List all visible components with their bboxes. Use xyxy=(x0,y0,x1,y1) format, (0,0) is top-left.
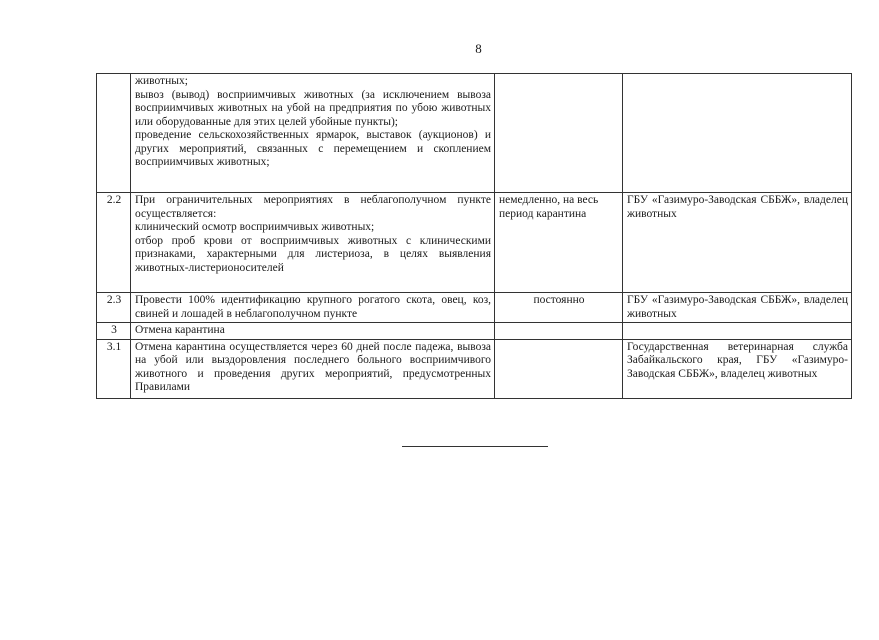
table-row xyxy=(97,323,852,340)
responsible-cell: ГБУ «Газимуро-Заводская СББЖ», владелец животных xyxy=(623,193,852,293)
measure-line: проведение сельскохозяйственных ярмарок, выставок (аукционов) и других мероприятий, связанных с перемещением и скоплением восприимчивых животных; xyxy=(135,129,491,168)
row-number: 3 xyxy=(97,323,131,340)
responsible-cell: ГБУ «Газимуро-Заводская СББЖ», владелец животных xyxy=(623,293,852,323)
row-number: 3.1 xyxy=(97,339,131,398)
responsible-cell xyxy=(623,323,852,340)
page-number: 8 xyxy=(475,41,482,56)
measure-line: клинический осмотр восприимчивых животных; xyxy=(135,221,375,233)
measure-cell xyxy=(131,323,495,340)
measure-line: животных; xyxy=(135,75,188,87)
measure-cell xyxy=(131,74,495,193)
measure-line: Отмена карантина осуществляется через 60 дней после падежа, вывоза на убой или выздоровления последнего больного восприимчивого животного и проведения других мероприятий, предусмотренных Правилами xyxy=(135,340,491,393)
table-row xyxy=(97,74,852,193)
term-cell xyxy=(495,339,623,398)
closing-rule xyxy=(402,446,548,447)
row-number: 2.3 xyxy=(97,293,131,323)
measure-cell xyxy=(131,293,495,323)
measures-table xyxy=(96,73,852,399)
table-row xyxy=(97,193,852,293)
term-cell: постоянно xyxy=(495,293,623,323)
term-cell xyxy=(495,323,623,340)
measure-cell xyxy=(131,339,495,398)
measure-line: Провести 100% идентификацию крупного рогатого скота, овец, коз, свиней и лошадей в неблагополучном пункте xyxy=(135,294,491,320)
measure-cell xyxy=(131,193,495,293)
measure-line: Отмена карантина xyxy=(135,324,225,336)
term-cell: немедленно, на весь период карантина xyxy=(495,193,623,293)
measure-line: При ограничительных мероприятиях в неблагополучном пункте осуществляется: xyxy=(135,194,491,220)
measure-line: вывоз (вывод) восприимчивых животных (за исключением вывоза восприимчивых животных на убой на предприятия по убою животных или оборудованные для этих целей убойные пункты); xyxy=(135,88,491,128)
responsible-cell: Государственная ветеринарная служба Забайкальского края, ГБУ «Газимуро-Заводская СББЖ», владелец животных xyxy=(623,339,852,398)
row-number xyxy=(97,74,131,193)
row-number: 2.2 xyxy=(97,193,131,293)
table-row xyxy=(97,339,852,398)
measure-line: отбор проб крови от восприимчивых животных с клиническими признаками, характерными для листериоза, в целях выявления животных-листерионосителей xyxy=(135,234,491,274)
table-row xyxy=(97,293,852,323)
term-cell xyxy=(495,74,623,193)
responsible-cell xyxy=(623,74,852,193)
